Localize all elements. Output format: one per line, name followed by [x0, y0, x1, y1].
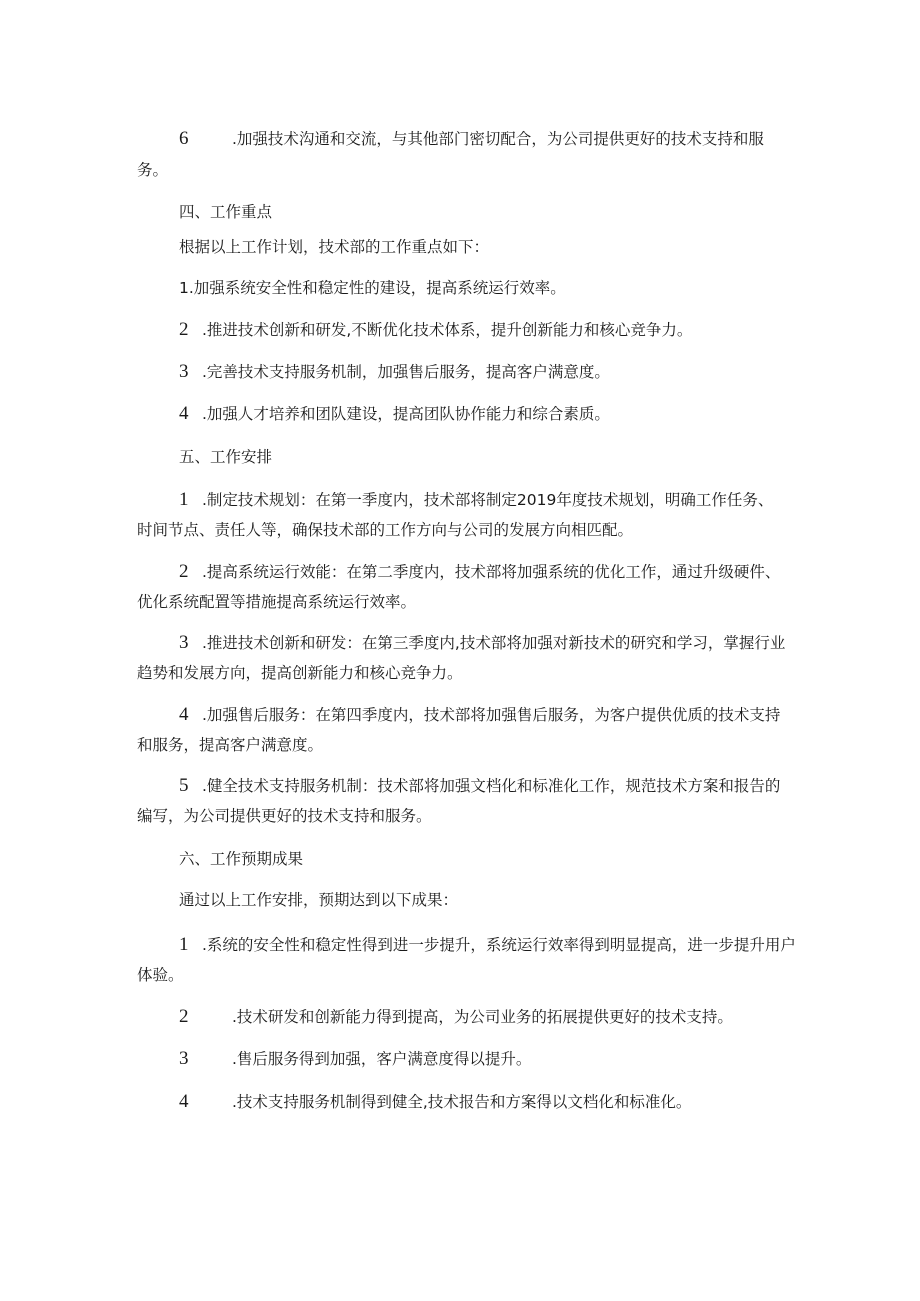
paragraph-line: .完善技术支持服务机制，加强售后服务，提高客户满意度。: [202, 363, 610, 381]
paragraph-line: .系统的安全性和稳定性得到进一步提升，系统运行效率得到明显提高，进一步提升用户: [202, 936, 796, 954]
paragraph-line: .加强人才培养和团队建设，提高团队协作能力和综合素质。: [202, 405, 610, 423]
paragraph-line: .制定技术规划：在第一季度内，技术部将制定2019年度技术规划，明确工作任务、: [202, 491, 774, 509]
list-number: 1: [179, 934, 189, 955]
paragraph-line: 时间节点、责任人等，确保技术部的工作方向与公司的发展方向相匹配。: [137, 521, 634, 539]
list-number: 6: [179, 128, 189, 149]
list-number: 2: [179, 1006, 189, 1027]
paragraph-line: 体验。: [137, 966, 184, 984]
list-number: 3: [179, 632, 189, 653]
list-number: 4: [179, 1091, 189, 1112]
paragraph-line: .加强售后服务：在第四季度内，技术部将加强售后服务，为客户提供优质的技术支持: [202, 706, 781, 724]
list-number: 3: [179, 1048, 189, 1069]
paragraph-line: .技术支持服务机制得到健全,技术报告和方案得以文档化和标准化。: [232, 1093, 692, 1111]
paragraph-line: 1.加强系统安全性和稳定性的建设，提高系统运行效率。: [179, 279, 566, 297]
list-number: 3: [179, 361, 189, 382]
paragraph-line: 优化系统配置等措施提高系统运行效率。: [137, 593, 417, 611]
paragraph-line: .提高系统运行效能：在第二季度内，技术部将加强系统的优化工作，通过升级硬件、: [202, 563, 781, 581]
paragraph-line: 根据以上工作计划，技术部的工作重点如下：: [179, 238, 490, 256]
paragraph-line: 编写，为公司提供更好的技术支持和服务。: [137, 807, 432, 825]
paragraph-line: .技术研发和创新能力得到提高，为公司业务的拓展提供更好的技术支持。: [232, 1008, 733, 1026]
section-heading: 六、工作预期成果: [179, 850, 304, 868]
list-number: 2: [179, 319, 189, 340]
list-number: 4: [179, 704, 189, 725]
list-number: 4: [179, 403, 189, 424]
paragraph-line: 务。: [137, 161, 169, 179]
paragraph-line: .推进技术创新和研发,不断优化技术体系，提升创新能力和核心竞争力。: [202, 321, 693, 339]
paragraph-line: .推进技术创新和研发：在第三季度内,技术部将加强对新技术的研究和学习，掌握行业: [202, 634, 786, 652]
paragraph-line: .加强技术沟通和交流，与其他部门密切配合，为公司提供更好的技术支持和服: [232, 130, 764, 148]
paragraph-line: 通过以上工作安排，预期达到以下成果：: [179, 891, 459, 909]
list-number: 2: [179, 561, 189, 582]
paragraph-line: 和服务，提高客户满意度。: [137, 736, 324, 754]
section-heading: 四、工作重点: [179, 203, 273, 221]
paragraph-line: .健全技术支持服务机制：技术部将加强文档化和标准化工作，规范技术方案和报告的: [202, 777, 781, 795]
list-number: 1: [179, 489, 189, 510]
paragraph-line: 趋势和发展方向，提高创新能力和核心竞争力。: [137, 664, 463, 682]
section-heading: 五、工作安排: [179, 448, 273, 466]
list-number: 5: [179, 775, 189, 796]
paragraph-line: .售后服务得到加强，客户满意度得以提升。: [232, 1050, 532, 1068]
